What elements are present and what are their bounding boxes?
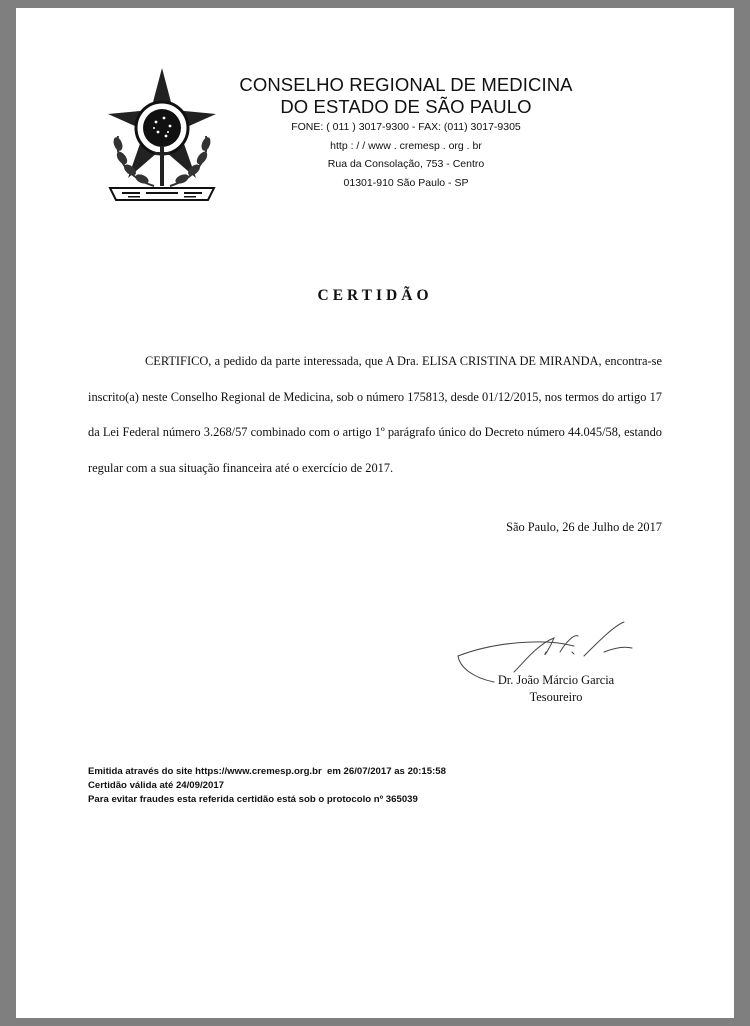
coat-of-arms-seal xyxy=(104,66,220,206)
certificate-paragraph: CERTIFICO, a pedido da parte interessada, que A Dra. ELISA CRISTINA DE MIRANDA, encontra-se inscrito(a) neste Conselho Regional de Medicina, sob o número 175813, desde 01/12/2015, nos termos do artigo 17 da Lei Federal número 3.268/57 combinado com o artigo 1º parágrafo único do Decreto número 44.045/58, estando regular com a sua situação financeira até o exercício de 2017. xyxy=(88,354,662,475)
org-name-line2: DO ESTADO DE SÃO PAULO xyxy=(280,96,532,117)
protocol-info: Para evitar fraudes esta referida certidão está sob o protocolo nº 365039 xyxy=(88,794,418,805)
issuance-info: Emitida através do site https://www.cremesp.org.br em 26/07/2017 as 20:15:58 xyxy=(88,766,446,777)
signer-name: Dr. João Márcio Garcia xyxy=(497,673,615,687)
issuance-footer xyxy=(88,765,648,807)
validity-info: Certidão válida até 24/09/2017 xyxy=(88,780,224,791)
signer-role: Tesoureiro xyxy=(529,690,583,704)
signer-block xyxy=(476,672,636,706)
letterhead xyxy=(216,74,596,192)
postal-code-city: 01301-910 São Paulo - SP xyxy=(343,176,469,189)
street-address: Rua da Consolação, 753 - Centro xyxy=(327,158,485,170)
document-title: CERTIDÃO xyxy=(317,287,433,304)
org-name-line1: CONSELHO REGIONAL DE MEDICINA xyxy=(239,74,573,95)
website: http : / / www . cremesp . org . br xyxy=(330,139,482,152)
place-and-date: São Paulo, 26 de Julho de 2017 xyxy=(506,520,662,534)
certificate-body xyxy=(88,344,662,486)
phone-fax: FONE: ( 011 ) 3017-9300 - FAX: (011) 3017-9305 xyxy=(291,121,521,133)
document-page xyxy=(16,8,734,1018)
